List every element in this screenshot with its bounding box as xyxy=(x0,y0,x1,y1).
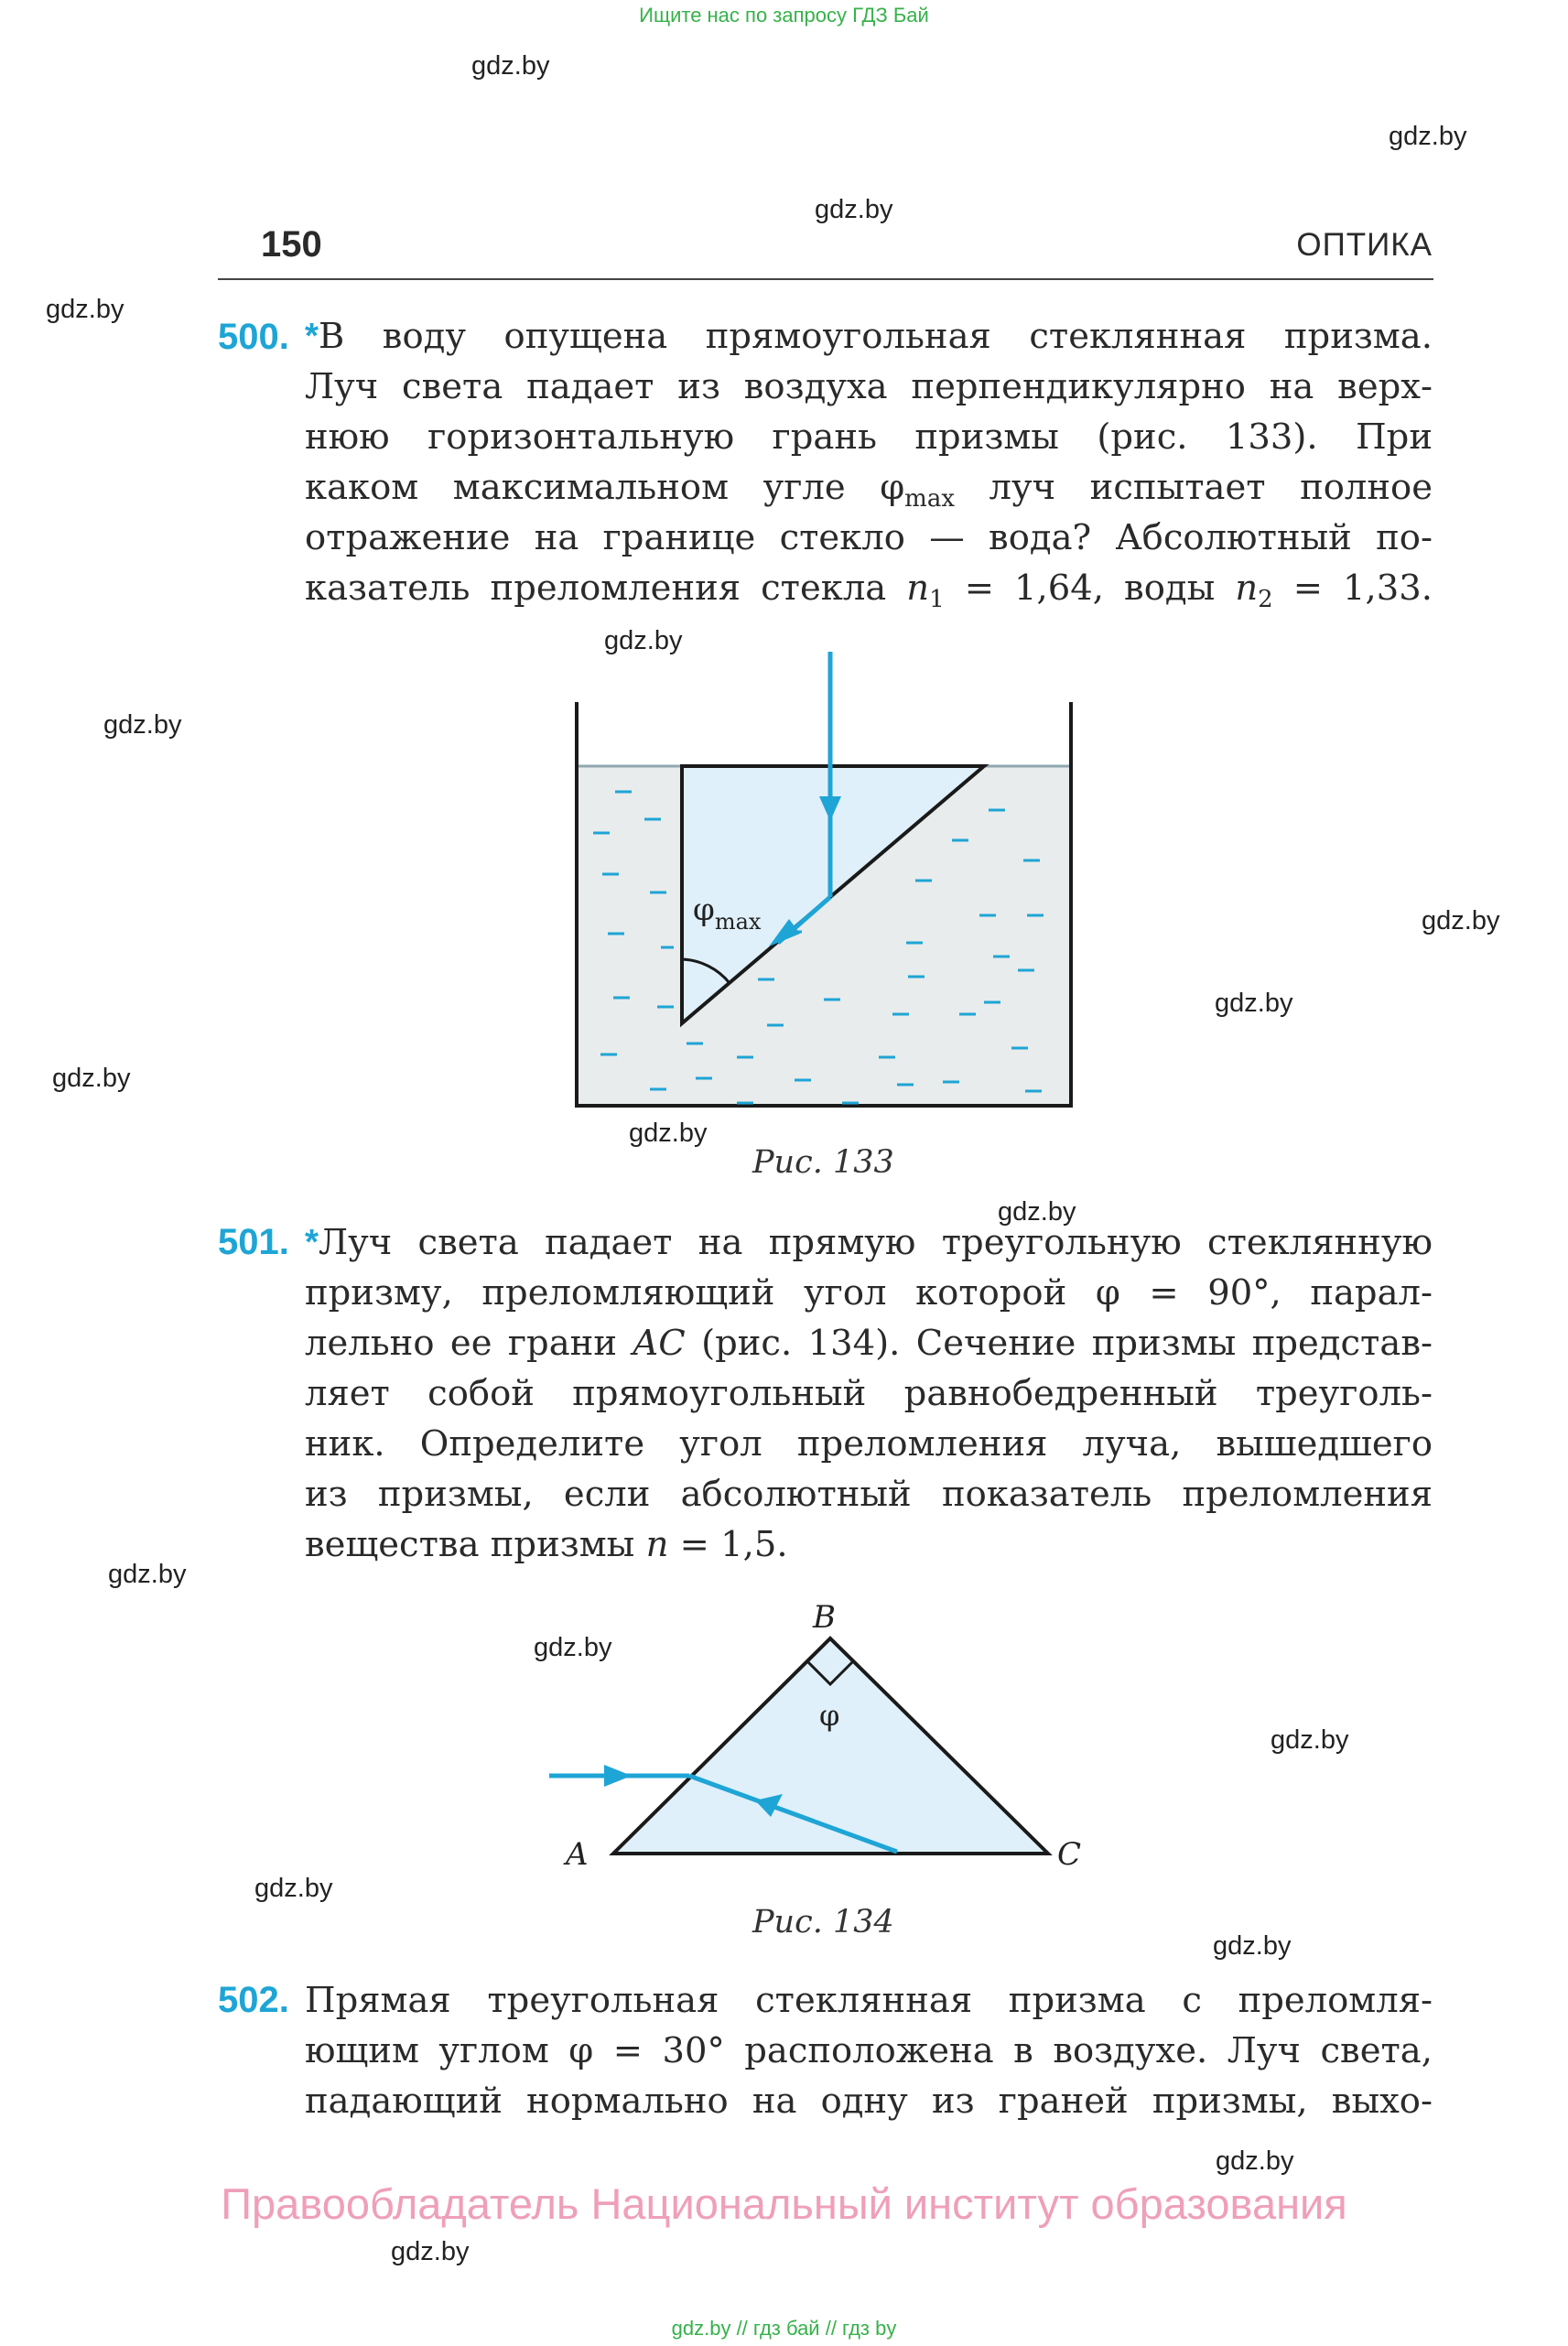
problem-501-number: 501. xyxy=(218,1222,289,1262)
watermark: gdz.by xyxy=(1213,1931,1292,1961)
vertex-b-label: B xyxy=(813,1599,836,1636)
page-number: 150 xyxy=(261,224,322,265)
watermark: gdz.by xyxy=(604,626,683,655)
problem-501-line-7: вещества призмы n = 1,5. xyxy=(305,1524,788,1565)
watermark: gdz.by xyxy=(391,2237,470,2266)
watermark: gdz.by xyxy=(103,710,182,740)
star-marker: * xyxy=(305,1223,319,1262)
problem-500-line-1: *В воду опущена прямоугольная стеклянная призма. xyxy=(305,316,1433,357)
problem-500-line-3: нюю горизонтальную грань призмы (рис. 133). При xyxy=(305,416,1433,458)
watermark: gdz.by xyxy=(998,1197,1076,1227)
figure-134 xyxy=(531,1588,1098,1881)
problem-502-number: 502. xyxy=(218,1980,289,2020)
problem-501-line-6: из призмы, если абсолютный показатель преломления xyxy=(305,1474,1433,1515)
star-marker: * xyxy=(305,317,319,356)
top-banner[interactable]: Ищите нас по запросу ГДЗ Бай xyxy=(639,4,929,27)
problem-501-line-2: призму, преломляющий угол которой φ = 90°, парал- xyxy=(305,1272,1433,1314)
watermark: gdz.by xyxy=(815,195,893,224)
problem-502-line-1: Прямая треугольная стеклянная призма с преломля- xyxy=(305,1980,1433,2021)
problem-501-line-5: ник. Определите угол преломления луча, вышедшего xyxy=(305,1423,1433,1465)
problem-501-line-4: ляет собой прямоугольный равнобедренный треуголь- xyxy=(305,1373,1433,1414)
watermark: gdz.by xyxy=(254,1874,333,1903)
watermark: gdz.by xyxy=(471,51,550,81)
bottom-links[interactable]: gdz.by // гдз бай // гдз by xyxy=(671,2317,897,2340)
problem-500-line-5: отражение на границе стекло — вода? Абсолютный по- xyxy=(305,517,1433,558)
figure-133-caption: Рис. 133 xyxy=(752,1144,894,1181)
watermark: gdz.by xyxy=(1215,989,1293,1018)
watermark: gdz.by xyxy=(1389,122,1467,151)
ray-arrow-incident xyxy=(604,1765,632,1787)
problem-502-line-3: падающий нормально на одну из граней призмы, выхо- xyxy=(305,2081,1433,2122)
watermark: gdz.by xyxy=(1216,2146,1294,2176)
watermark: gdz.by xyxy=(52,1064,131,1093)
header-rule xyxy=(218,278,1433,280)
angle-label: $\varphi_{max}$ xyxy=(693,892,762,935)
vertex-c-label: C xyxy=(1057,1836,1082,1873)
figure-133 xyxy=(549,641,1098,1117)
angle-label: φ xyxy=(819,1698,840,1733)
triangle-prism xyxy=(613,1638,1048,1854)
problem-501-line-3: лельно ее грани AC (рис. 134). Сечение призмы представ- xyxy=(305,1323,1433,1364)
watermark: gdz.by xyxy=(1271,1725,1349,1755)
section-title: ОПТИКА xyxy=(1296,227,1433,263)
figure-134-caption: Рис. 134 xyxy=(752,1904,894,1941)
problem-500-number: 500. xyxy=(218,317,289,357)
watermark: gdz.by xyxy=(46,295,124,324)
watermark: gdz.by xyxy=(108,1560,187,1589)
problem-502-line-2: ющим углом φ = 30° расположена в воздухе. Луч света, xyxy=(305,2030,1433,2071)
watermark: gdz.by xyxy=(1422,906,1500,935)
problem-500-line-6: казатель преломления стекла $n_1 = 1,64$, воды $n_2 = 1,33$. xyxy=(305,568,1433,613)
vertex-a-label: A xyxy=(566,1836,589,1873)
copyright-footer: Правообладатель Национальный институт образования xyxy=(221,2179,1347,2228)
problem-500-line-2: Луч света падает из воздуха перпендикулярно на верх- xyxy=(305,366,1433,407)
watermark: gdz.by xyxy=(534,1633,612,1662)
problem-500-line-4: каком максимальном угле $\varphi_{max}$ луч испытает полное xyxy=(305,467,1433,513)
problem-501-line-1: *Луч света падает на прямую треугольную стеклянную xyxy=(305,1222,1433,1263)
watermark: gdz.by xyxy=(629,1119,708,1148)
